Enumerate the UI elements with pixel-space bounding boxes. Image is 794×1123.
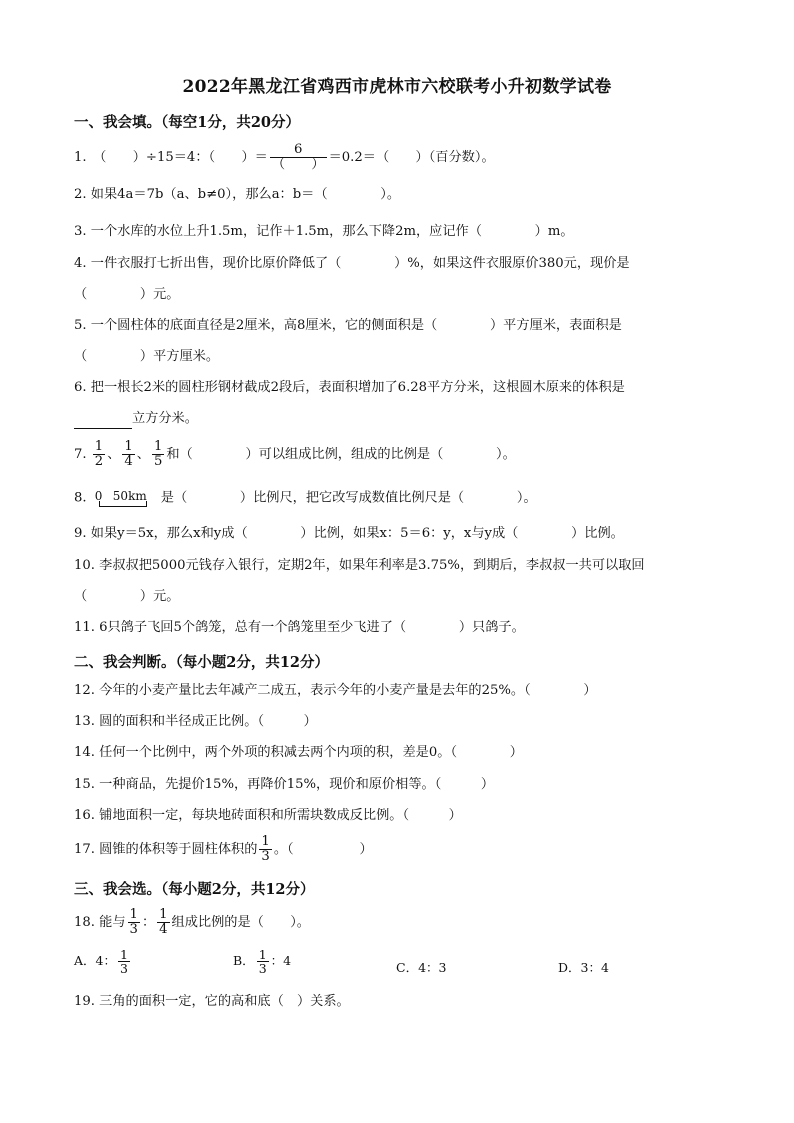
q7-sep-2: 、 xyxy=(136,446,150,462)
q7-fraction-2 xyxy=(122,440,134,469)
q8-text: 是（ ）比例尺，把它改写成数值比例尺是（ ）。 xyxy=(160,490,537,506)
q7-fraction-1 xyxy=(93,440,105,469)
question-13: 13. 圆的面积和半径成正比例。（ ） xyxy=(74,714,317,729)
q17-fraction xyxy=(259,835,271,864)
q18-option-d[interactable]: D．3：4 xyxy=(558,960,609,975)
q1-fraction xyxy=(270,143,327,172)
q18-fraction-1 xyxy=(128,908,140,937)
q6-text-b: 立方分米。 xyxy=(132,411,198,426)
question-4-line-1: 4. 一件衣服打七折出售，现价比原价降低了（ ）%，如果这件衣服原价380元，现价是 xyxy=(74,256,630,271)
q6-answer-blank xyxy=(74,414,132,429)
question-4-line-2: （ ）元。 xyxy=(74,287,180,302)
q8-number: 8. xyxy=(74,490,87,506)
section-heading-fill: 一、我会填。（每空1分，共20分） xyxy=(74,114,301,131)
option-a-text: A．4： xyxy=(74,953,116,969)
question-3: 3. 一个水库的水位上升1.5m，记作＋1.5m，那么下降2m，应记作（ ）m。 xyxy=(74,224,574,239)
option-a-fraction xyxy=(118,948,130,975)
question-15: 15. 一种商品，先提价15%，再降价15%，现价和原价相等。（ ） xyxy=(74,777,495,792)
page-title: 2022年黑龙江省鸡西市虎林市六校联考小升初数学试卷 xyxy=(182,77,612,97)
option-b-label: B． xyxy=(233,953,255,969)
option-b-text: ：4 xyxy=(270,953,292,969)
q1-numerator: 6 xyxy=(294,142,303,157)
q18-f1-denominator: 3 xyxy=(129,921,138,937)
line-scale-icon xyxy=(95,488,151,508)
option-b-numerator: 1 xyxy=(258,947,267,962)
option-a-numerator: 1 xyxy=(119,947,128,962)
q17-denominator: 3 xyxy=(261,848,270,864)
question-1 xyxy=(74,143,495,172)
q1-text-b: ＝0.2＝（ ）（百分数）。 xyxy=(328,149,495,165)
scale-km-label: 50km xyxy=(112,489,147,503)
q18-colon: ： xyxy=(141,914,156,930)
question-7 xyxy=(74,440,516,469)
q18-f1-numerator: 1 xyxy=(129,907,138,922)
question-9: 9. 如果y＝5x，那么x和y成（ ）比例，如果x：5＝6：y，x与y成（ ）比例。 xyxy=(74,526,624,541)
question-17 xyxy=(74,835,373,864)
q1-text-a: 1. （ ）÷15＝4：（ ）＝ xyxy=(74,149,268,165)
q17-text-b: 。（ ） xyxy=(273,841,373,857)
q17-text-a: 17. 圆锥的体积等于圆柱体积的 xyxy=(74,841,258,857)
q7-number: 7. xyxy=(74,446,87,462)
q18-option-c[interactable]: C．4：3 xyxy=(396,960,447,975)
question-6-line-2 xyxy=(74,409,198,429)
q18-option-b[interactable] xyxy=(233,948,291,975)
q7-fraction-3 xyxy=(152,440,164,469)
q7-f1-denominator: 2 xyxy=(94,453,104,469)
question-2: 2. 如果4a＝7b（a、b≠0），那么a：b＝（ ）。 xyxy=(74,187,401,202)
question-18 xyxy=(74,908,310,937)
section-heading-choose: 三、我会选。（每小题2分，共12分） xyxy=(74,881,315,898)
question-6-line-1: 6. 把一根长2米的圆柱形钢材截成2段后，表面积增加了6.28平方分米，这根圆木原来的体积是 xyxy=(74,380,625,395)
question-5-line-1: 5. 一个圆柱体的底面直径是2厘米，高8厘米，它的侧面积是（ ）平方厘米，表面积是 xyxy=(74,318,622,333)
option-b-denominator: 3 xyxy=(258,961,267,977)
q18-text-a: 18. 能与 xyxy=(74,914,126,930)
q7-f2-numerator: 1 xyxy=(124,439,133,454)
q17-numerator: 1 xyxy=(261,834,270,849)
question-10-line-1: 10. 李叔叔把5000元钱存入银行，定期2年，如果年利率是3.75%，到期后，李叔叔一共可以取回 xyxy=(74,558,645,573)
section-heading-judge: 二、我会判断。（每小题2分，共12分） xyxy=(74,654,330,671)
question-19: 19. 三角的面积一定，它的高和底（ ）关系。 xyxy=(74,994,350,1009)
q7-f3-numerator: 1 xyxy=(153,439,163,454)
q7-sep-1: 、 xyxy=(107,446,121,462)
q7-text: 和（ ）可以组成比例，组成的比例是（ ）。 xyxy=(166,446,516,462)
question-5-line-2: （ ）平方厘米。 xyxy=(74,349,220,364)
question-11: 11. 6只鸽子飞回5个鸽笼，总有一个鸽笼里至少飞进了（ ）只鸽子。 xyxy=(74,620,525,635)
q7-f2-denominator: 4 xyxy=(124,453,133,469)
q18-fraction-2 xyxy=(157,908,169,937)
scale-zero-label: 0 xyxy=(94,489,103,503)
question-14: 14. 任何一个比例中，两个外项的积减去两个内项的积，差是0。（ ） xyxy=(74,745,523,760)
q1-denominator: （ ） xyxy=(271,156,325,172)
question-12: 12. 今年的小麦产量比去年减产二成五，表示今年的小麦产量是去年的25%。（ ） xyxy=(74,683,597,698)
question-10-line-2: （ ）元。 xyxy=(74,589,180,604)
option-a-denominator: 3 xyxy=(119,961,128,977)
question-8 xyxy=(74,488,537,509)
q18-f2-numerator: 1 xyxy=(159,907,168,922)
scale-bar xyxy=(99,501,147,507)
question-16: 16. 铺地面积一定，每块地砖面积和所需块数成反比例。（ ） xyxy=(74,808,462,823)
q7-f3-denominator: 5 xyxy=(153,453,163,469)
q18-f2-denominator: 4 xyxy=(159,921,168,937)
q18-option-a[interactable] xyxy=(74,948,132,975)
q18-text-b: 组成比例的是（ ）。 xyxy=(171,914,310,930)
option-b-fraction xyxy=(257,948,269,975)
q7-f1-numerator: 1 xyxy=(94,439,104,454)
